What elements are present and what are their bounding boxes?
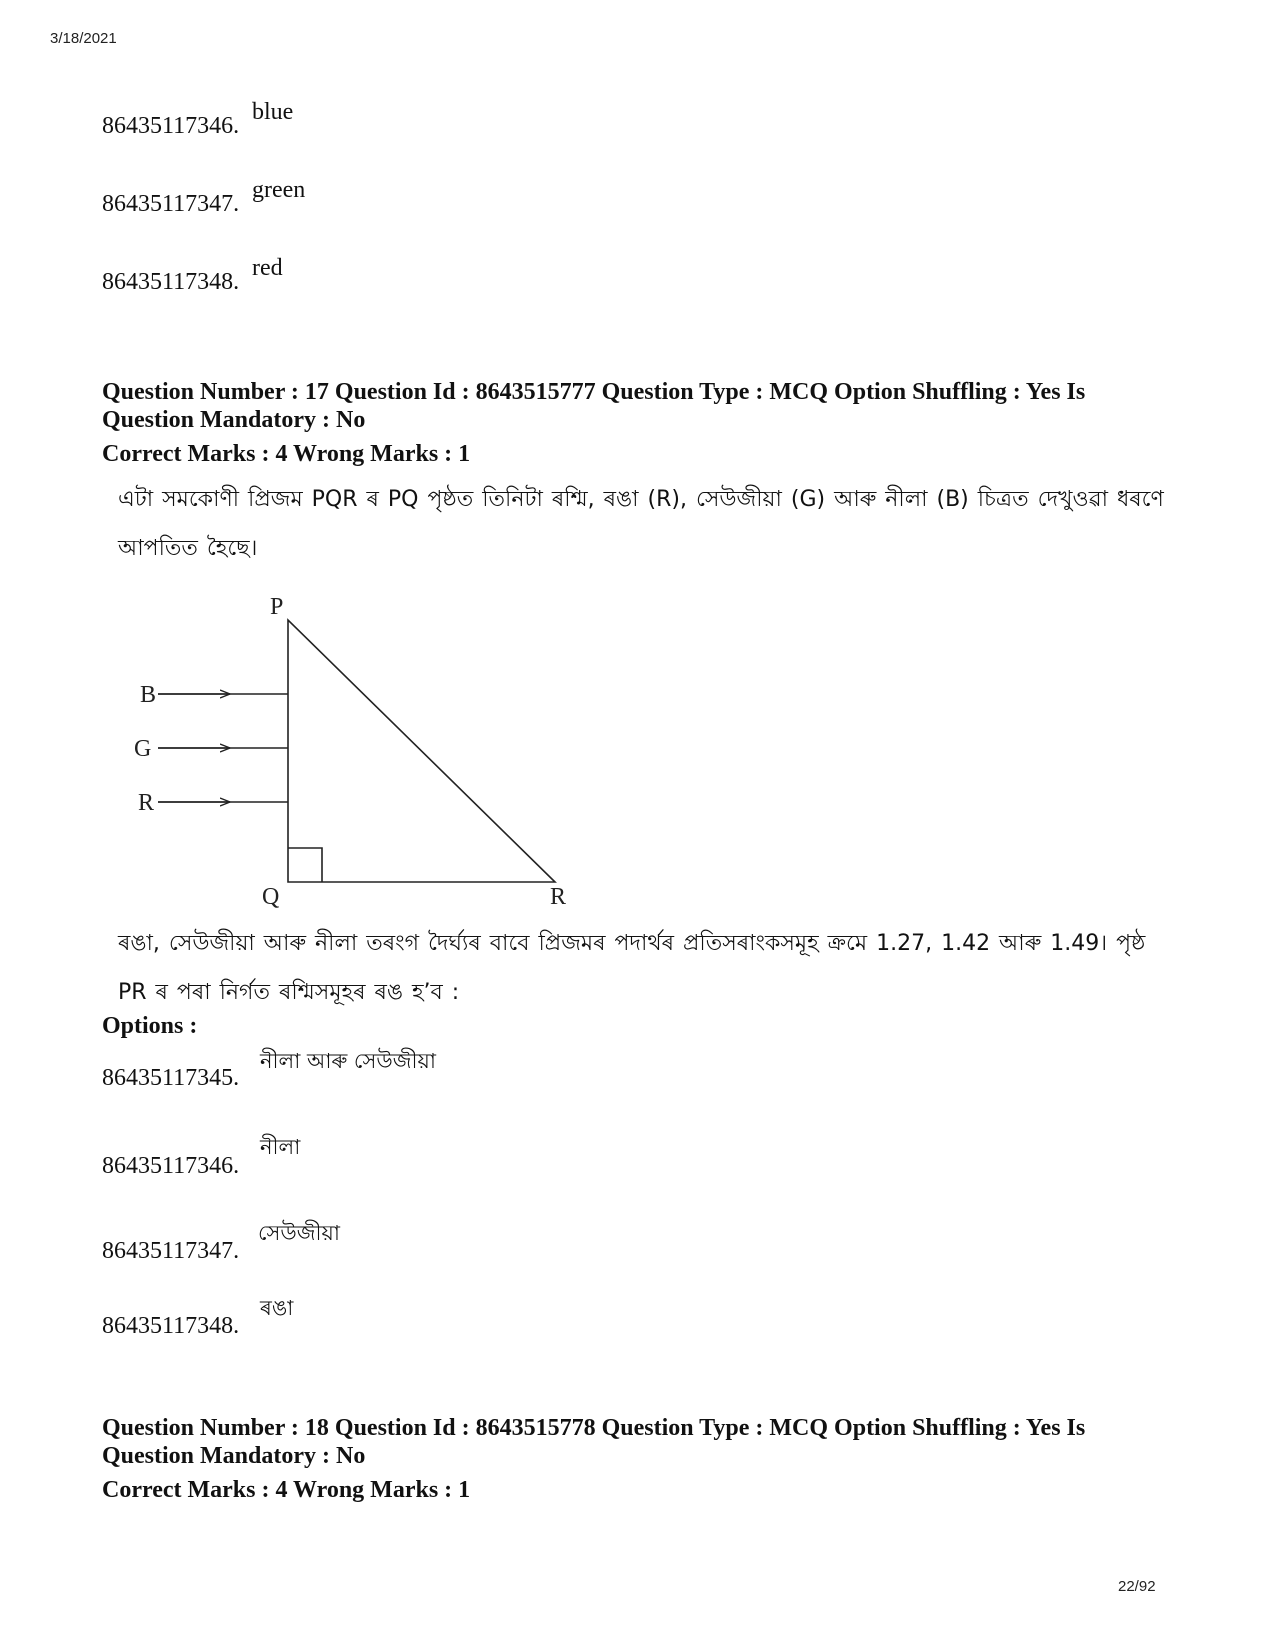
- vertex-label-r: R: [550, 884, 567, 910]
- prev-option-text: green: [252, 177, 306, 203]
- option-text: নীলা আৰু সেউজীয়া: [260, 1049, 436, 1073]
- q17-body2-line2: PR ৰ পৰা নিৰ্গত ৰশ্মিসমূহৰ ৰঙ হ’ব :: [118, 980, 460, 1005]
- vertex-label-p: P: [270, 594, 284, 620]
- prev-option-id: 86435117346.: [102, 113, 240, 139]
- option-id: 86435117347.: [102, 1238, 240, 1264]
- prev-option-text: blue: [252, 99, 294, 125]
- option-text: নীলা: [260, 1135, 301, 1159]
- vertex-label-q: Q: [262, 884, 280, 910]
- prism-diagram: [120, 590, 600, 920]
- q17-body-line1: এটা সমকোণী প্ৰিজম PQR ৰ PQ পৃষ্ঠত তিনিটা ৰশ্মি, ৰঙা (R), সেউজীয়া (G) আৰু নীলা (B) চিত্ৰত দেখুওৱা ধৰণে: [118, 487, 1164, 512]
- q18-marks: Correct Marks : 4 Wrong Marks : 1: [102, 1477, 471, 1503]
- q17-meta-line1: Question Number : 17 Question Id : 8643515777 Question Type : MCQ Option Shuffling : Yes Is: [102, 379, 1086, 405]
- option-id: 86435117346.: [102, 1153, 240, 1179]
- option-id: 86435117345.: [102, 1065, 240, 1091]
- q17-body2-line1: ৰঙা, সেউজীয়া আৰু নীলা তৰংগ দৈৰ্ঘ্যৰ বাবে প্ৰিজমৰ পদাৰ্থৰ প্ৰতিসৰাংকসমূহ ক্ৰমে 1.27, 1.42 আৰু 1.49। পৃষ্ঠ: [118, 931, 1146, 956]
- option-text: ৰঙা: [260, 1296, 294, 1320]
- q17-meta-line2: Question Mandatory : No: [102, 407, 366, 433]
- prev-option-id: 86435117348.: [102, 269, 240, 295]
- ray-label-r: R: [138, 790, 155, 816]
- prism-triangle: [288, 620, 555, 882]
- prev-option-text: red: [252, 255, 283, 281]
- q18-meta-line1: Question Number : 18 Question Id : 8643515778 Question Type : MCQ Option Shuffling : Yes Is: [102, 1415, 1086, 1441]
- ray-label-g: G: [134, 736, 152, 762]
- options-label: Options :: [102, 1013, 198, 1039]
- option-id: 86435117348.: [102, 1313, 240, 1339]
- page-date: 3/18/2021: [50, 30, 117, 47]
- page-number: 22/92: [1118, 1578, 1156, 1595]
- right-angle-marker: [288, 848, 322, 882]
- q17-body-line2: আপতিত হৈছে।: [118, 536, 258, 561]
- q18-meta-line2: Question Mandatory : No: [102, 1443, 366, 1469]
- option-text: সেউজীয়া: [258, 1221, 341, 1245]
- prev-option-id: 86435117347.: [102, 191, 240, 217]
- q17-marks: Correct Marks : 4 Wrong Marks : 1: [102, 441, 471, 467]
- ray-label-b: B: [140, 682, 157, 708]
